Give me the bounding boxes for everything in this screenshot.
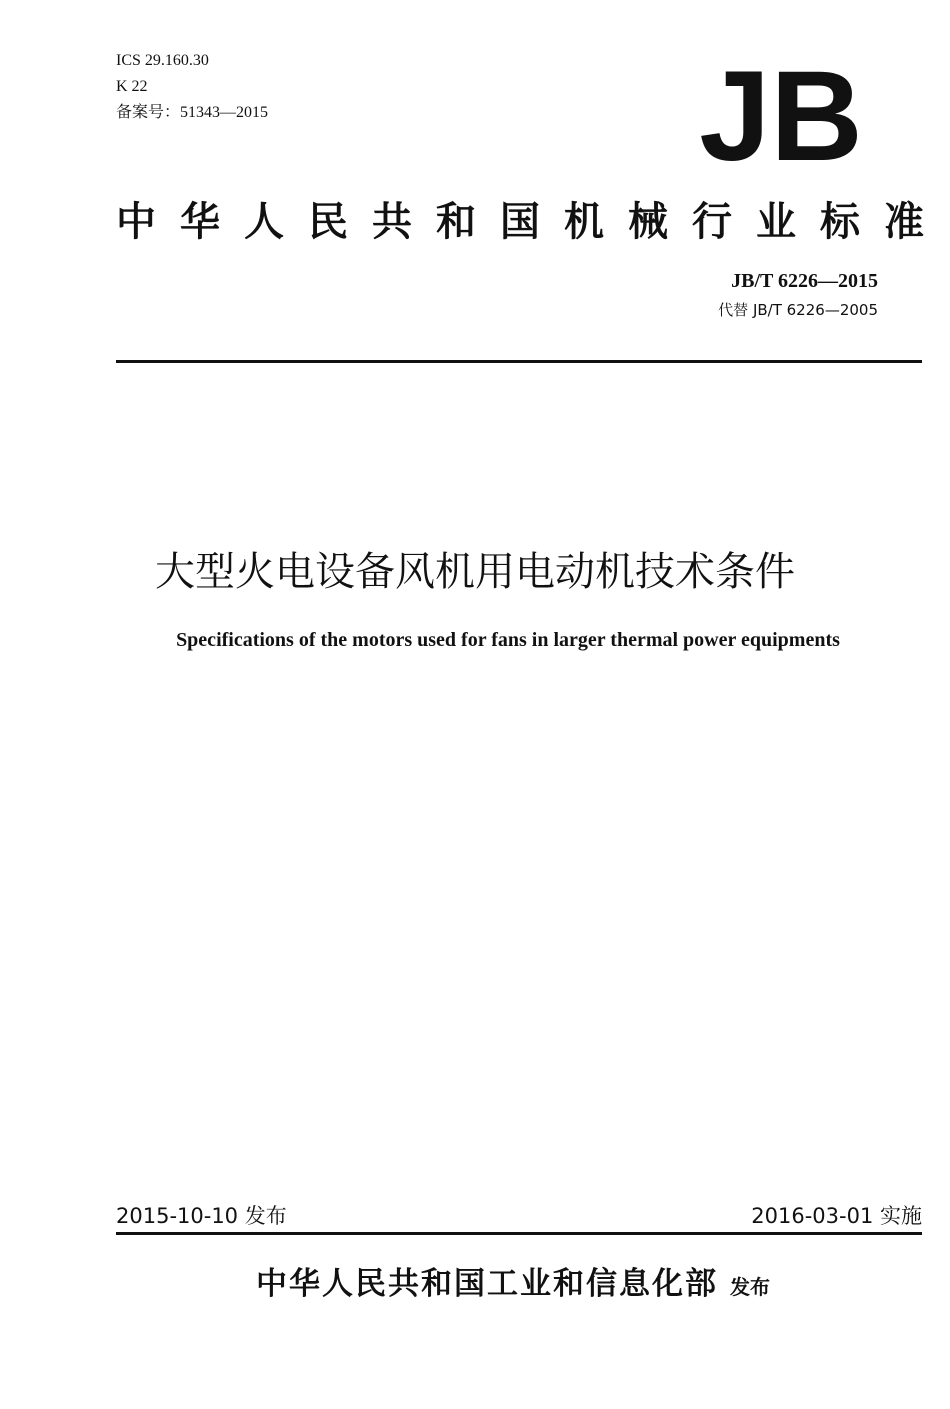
issuing-sector-title: 中华人民共和国机械行业标准 bbox=[116, 199, 948, 245]
filing-record bbox=[116, 100, 268, 126]
publisher-name: 中华人民共和国工业和信息化部 bbox=[256, 1266, 718, 1302]
classification-block bbox=[116, 48, 268, 126]
publisher-line bbox=[0, 1258, 950, 1303]
document-title-english: Specifications of the motors used for fans in larger thermal power equipments bbox=[176, 629, 840, 651]
issue-date: 2015-10-10 发布 bbox=[116, 1204, 287, 1228]
standard-number: JB/T 6226—2015 bbox=[731, 270, 878, 292]
jb-logo bbox=[693, 64, 870, 164]
filing-number: 51343—2015 bbox=[180, 104, 269, 121]
bottom-divider bbox=[116, 1232, 922, 1235]
publisher-action: 发布 bbox=[730, 1275, 770, 1299]
jb-logo-text: JB bbox=[699, 64, 863, 164]
ics-code: ICS 29.160.30 bbox=[116, 52, 209, 69]
filing-label: 备案号： bbox=[116, 104, 181, 121]
replaces-standard: 代替 JB/T 6226—2005 bbox=[718, 301, 878, 319]
top-divider bbox=[116, 360, 922, 363]
ccs-code: K 22 bbox=[116, 78, 148, 95]
effective-date: 2016-03-01 实施 bbox=[751, 1204, 922, 1228]
document-title-chinese: 大型火电设备风机用电动机技术条件 bbox=[155, 549, 795, 595]
